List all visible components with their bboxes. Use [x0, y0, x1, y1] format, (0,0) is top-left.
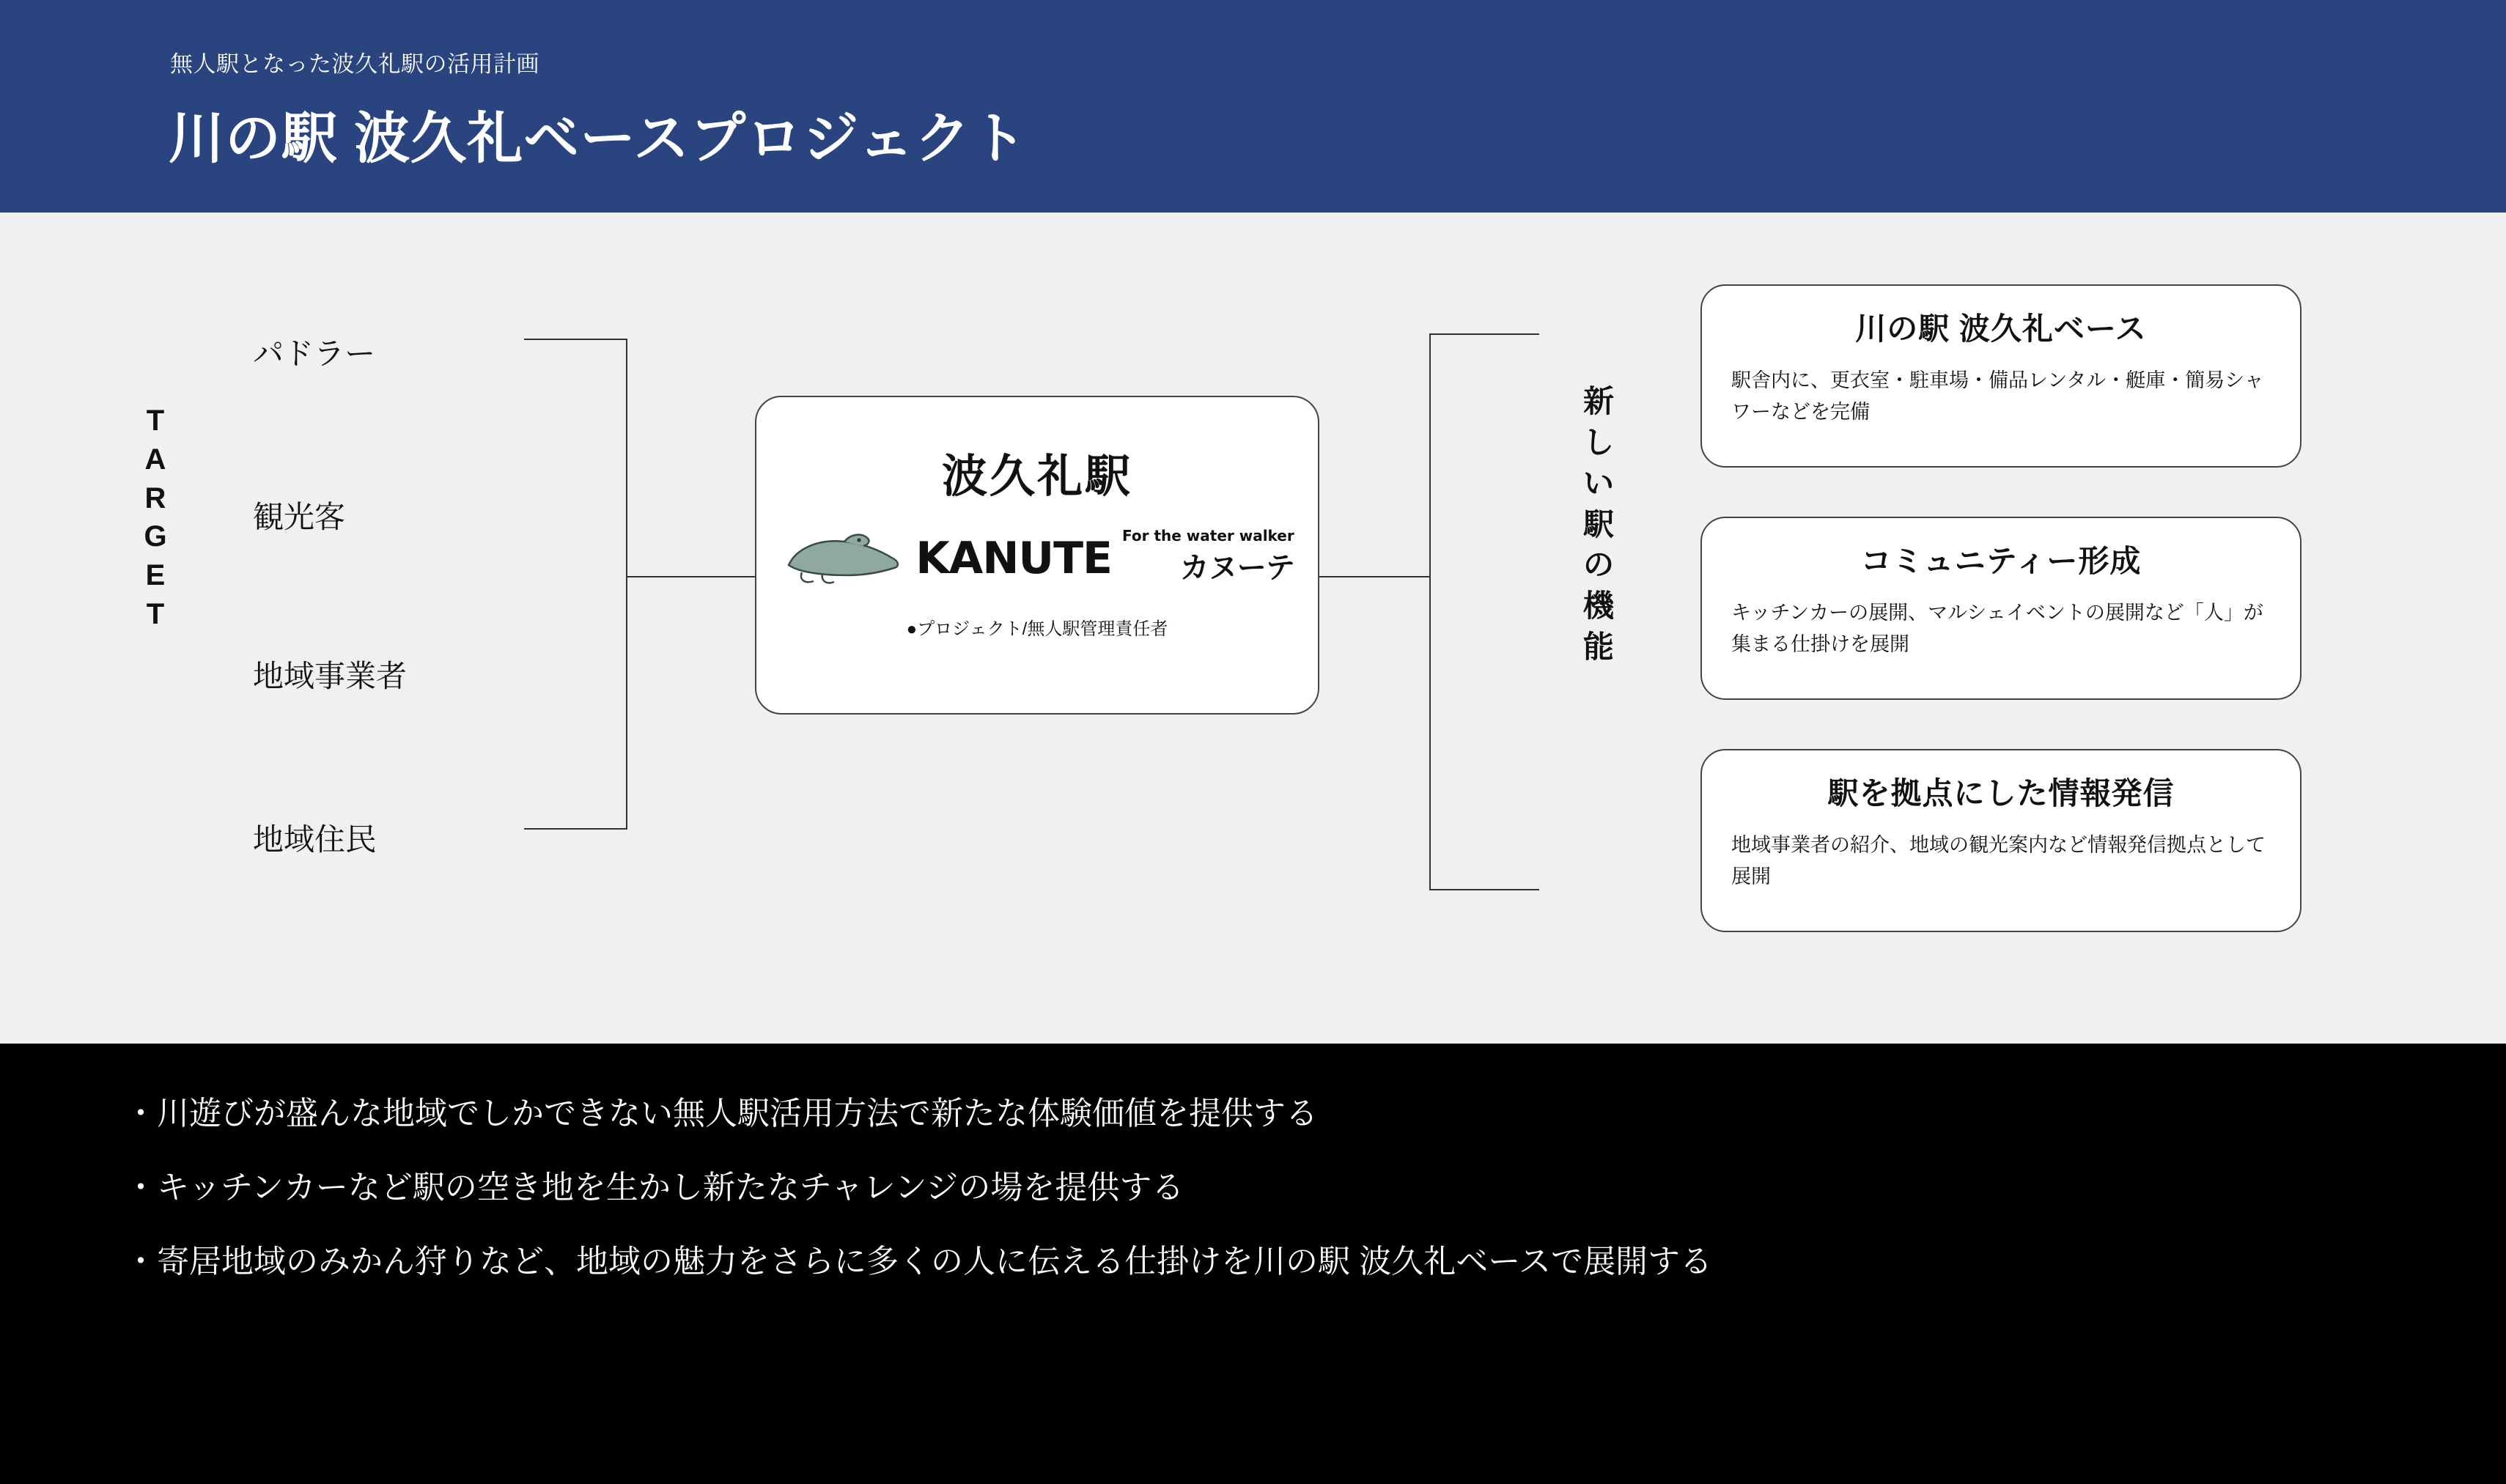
- kanute-tagline-wrap: [1122, 527, 1294, 589]
- header-subtitle: 無人駅となった波久礼駅の活用計画: [170, 51, 539, 77]
- connector-right-vertical: [1429, 333, 1431, 890]
- target-item-tourist: 観光客: [253, 500, 346, 534]
- feature-body: 駅舎内に、更衣室・駐車場・備品レンタル・艇庫・簡易シャワーなどを完備: [1731, 369, 2264, 423]
- feature-title: 駅を拠点にした情報発信: [1827, 776, 2175, 811]
- func-char-4: の: [1582, 547, 1614, 583]
- station-card: [755, 396, 1319, 715]
- summary-bullet: ・寄居地域のみかん狩りなど、地域の魅力をさらに多くの人に伝える仕掛けを川の駅 波久礼ベースで展開する: [125, 1244, 1713, 1280]
- target-char-0: T: [146, 405, 166, 437]
- station-name: 波久礼駅: [941, 451, 1132, 502]
- summary-bullet: ・キッチンカーなど駅の空き地を生かし新たなチャレンジの場を提供する: [125, 1170, 1184, 1206]
- target-char-5: T: [146, 597, 166, 630]
- header-banner: [0, 0, 2506, 213]
- target-char-2: R: [144, 481, 168, 514]
- connector-center-to-right: [1319, 576, 1429, 577]
- page-title: 川の駅 波久礼ベースプロジェクト: [169, 108, 1028, 170]
- target-char-4: E: [145, 559, 167, 592]
- kanute-kana: カヌーテ: [1179, 552, 1294, 584]
- func-char-2: い: [1582, 465, 1614, 501]
- target-item-local-business: 地域事業者: [253, 659, 408, 693]
- kanute-tagline: For the water walker: [1122, 527, 1294, 544]
- connector-right-top-stub: [1429, 333, 1539, 335]
- connector-left-vertical: [626, 339, 627, 830]
- kanute-logo: [780, 527, 1294, 589]
- connector-left-top-stub: [524, 339, 627, 340]
- target-item-paddler: パドラー: [253, 336, 376, 371]
- func-char-6: 能: [1582, 630, 1614, 665]
- target-vertical-label: [130, 402, 182, 634]
- feature-body: 地域事業者の紹介、地域の観光案内など情報発信拠点として展開: [1731, 834, 2266, 887]
- feature-title: 川の駅 波久礼ベース: [1855, 311, 2147, 346]
- summary-band: [0, 1044, 2506, 1484]
- target-char-1: A: [144, 443, 168, 476]
- feature-card-community: [1700, 517, 2302, 700]
- feature-card-kawanoeki: [1700, 284, 2302, 468]
- otter-logo-icon: [780, 530, 908, 587]
- target-char-3: G: [144, 520, 169, 553]
- new-station-function-label: [1576, 381, 1621, 668]
- feature-body: キッチンカーの展開、マルシェイベントの展開など「人」が集まる仕掛けを展開: [1731, 602, 2263, 655]
- func-char-3: 駅: [1582, 506, 1614, 542]
- feature-title: コミュニティー形成: [1860, 544, 2142, 578]
- target-item-resident: 地域住民: [253, 822, 377, 857]
- func-char-0: 新: [1582, 384, 1614, 418]
- connector-right-bottom-stub: [1429, 889, 1539, 890]
- connector-left-bottom-stub: [524, 828, 627, 830]
- feature-card-information: [1700, 749, 2302, 932]
- kanute-wordmark: KANUTE: [915, 532, 1113, 584]
- func-char-1: し: [1582, 424, 1614, 459]
- summary-bullet: ・川遊びが盛んな地域でしかできない無人駅活用方法で新たな体験価値を提供する: [125, 1096, 1318, 1132]
- station-note: ●プロジェクト/無人駅管理責任者: [906, 619, 1168, 639]
- func-char-5: 機: [1582, 588, 1614, 624]
- connector-left-to-center: [626, 576, 758, 577]
